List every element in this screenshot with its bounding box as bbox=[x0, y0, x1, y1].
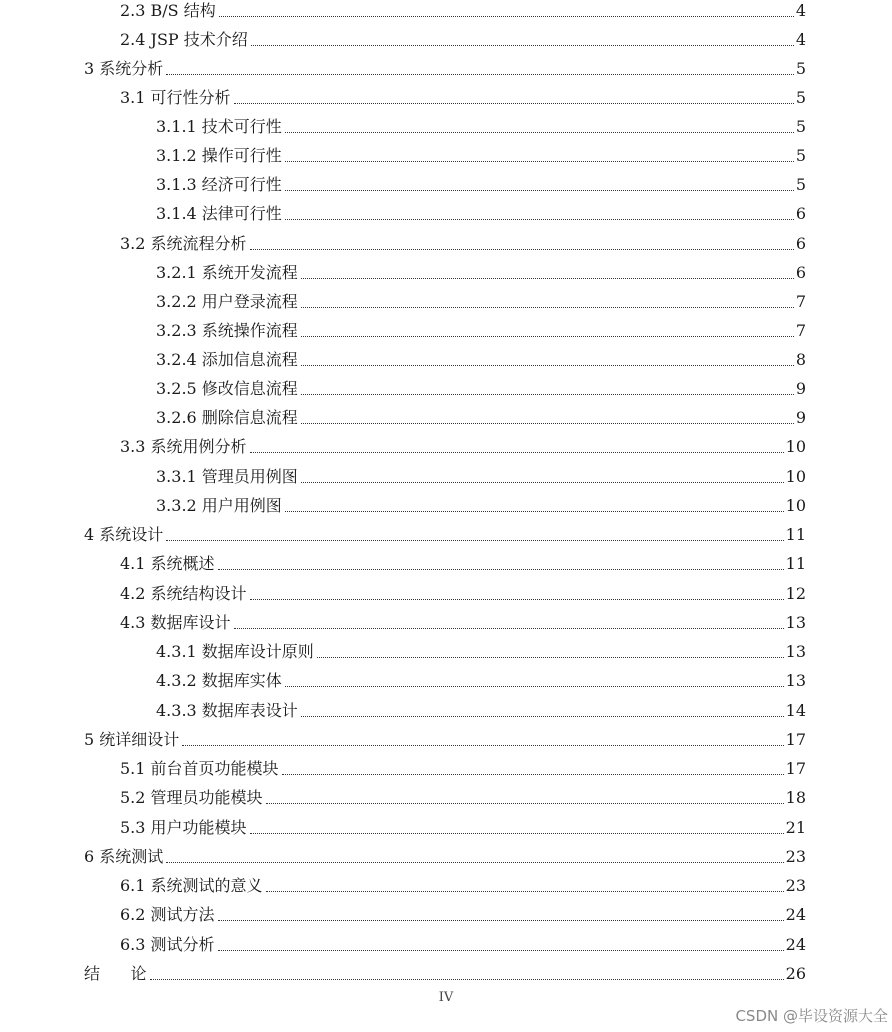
toc-leader-dots bbox=[301, 482, 784, 483]
toc-entry[interactable] bbox=[156, 669, 806, 693]
toc-leader-dots bbox=[219, 16, 794, 17]
toc-leader-dots bbox=[285, 161, 794, 162]
toc-entry-label: 4.3.3 数据库表设计 bbox=[156, 701, 298, 720]
toc-leader-dots bbox=[266, 803, 784, 804]
toc-entry[interactable] bbox=[84, 523, 806, 547]
toc-page-number: 8 bbox=[795, 350, 806, 369]
toc-entry-label: 3.2.6 删除信息流程 bbox=[156, 408, 298, 427]
toc-entry-label: 4 系统设计 bbox=[84, 525, 164, 544]
toc-entry[interactable] bbox=[156, 406, 806, 430]
toc-page-number: 26 bbox=[785, 964, 806, 983]
toc-entry[interactable] bbox=[84, 57, 806, 81]
toc-page-number: 9 bbox=[795, 408, 806, 427]
toc-leader-dots bbox=[317, 657, 784, 658]
toc-page-number: 4 bbox=[795, 30, 806, 49]
toc-page-number: 13 bbox=[785, 671, 806, 690]
toc-entry[interactable] bbox=[120, 552, 806, 576]
toc-entry-label: 3.1.2 操作可行性 bbox=[156, 146, 282, 165]
toc-entry[interactable] bbox=[156, 290, 806, 314]
toc-page-number: 6 bbox=[795, 234, 806, 253]
toc-entry[interactable] bbox=[120, 86, 806, 110]
toc-entry[interactable] bbox=[156, 144, 806, 168]
toc-page-number: 21 bbox=[785, 818, 806, 837]
toc-entry[interactable] bbox=[120, 933, 806, 957]
toc-page-number: 6 bbox=[795, 263, 806, 282]
toc-page-number: 5 bbox=[795, 59, 806, 78]
toc-entry-label: 3.2.5 修改信息流程 bbox=[156, 379, 298, 398]
toc-leader-dots bbox=[285, 132, 794, 133]
toc-entry-label: 3.1 可行性分析 bbox=[120, 88, 231, 107]
toc-leader-dots bbox=[166, 862, 783, 863]
toc-entry-label: 4.1 系统概述 bbox=[120, 554, 215, 573]
toc-entry-label: 5.3 用户功能模块 bbox=[120, 818, 247, 837]
toc-entry-label: 3.1.1 技术可行性 bbox=[156, 117, 282, 136]
toc-leader-dots bbox=[301, 336, 794, 337]
toc-entry-label: 5.2 管理员功能模块 bbox=[120, 788, 263, 807]
toc-entry-label: 3.1.4 法律可行性 bbox=[156, 204, 282, 223]
toc-leader-dots bbox=[251, 45, 794, 46]
toc-page-number: 4 bbox=[795, 1, 806, 20]
toc-entry-label: 3.3 系统用例分析 bbox=[120, 437, 247, 456]
toc-page-number: 23 bbox=[785, 847, 806, 866]
toc-leader-dots bbox=[250, 599, 784, 600]
toc-page-number: 13 bbox=[785, 642, 806, 661]
toc-entry-label: 3.2.1 系统开发流程 bbox=[156, 263, 298, 282]
toc-page-number: 12 bbox=[785, 584, 806, 603]
toc-entry-label: 5.1 前台首页功能模块 bbox=[120, 759, 279, 778]
toc-page-number: 13 bbox=[785, 613, 806, 632]
toc-entry[interactable] bbox=[120, 903, 806, 927]
toc-entry[interactable] bbox=[120, 28, 806, 52]
toc-leader-dots bbox=[282, 774, 784, 775]
toc-leader-dots bbox=[301, 394, 794, 395]
toc-leader-dots bbox=[234, 628, 784, 629]
toc-entry[interactable] bbox=[156, 261, 806, 285]
toc-page-number: 10 bbox=[785, 467, 806, 486]
toc-entry[interactable] bbox=[156, 640, 806, 664]
toc-page-number: 9 bbox=[795, 379, 806, 398]
toc-entry[interactable] bbox=[84, 845, 806, 869]
toc-page-number: 10 bbox=[785, 437, 806, 456]
toc-entry[interactable] bbox=[156, 699, 806, 723]
toc-leader-dots bbox=[301, 423, 794, 424]
toc-leader-dots bbox=[234, 103, 794, 104]
toc-entry-label: 3.2.3 系统操作流程 bbox=[156, 321, 298, 340]
toc-page-number: 10 bbox=[785, 496, 806, 515]
toc-page-number: 11 bbox=[785, 525, 806, 544]
toc-entry[interactable] bbox=[120, 816, 806, 840]
toc-entry[interactable] bbox=[84, 962, 806, 986]
toc-leader-dots bbox=[250, 833, 784, 834]
toc-entry[interactable] bbox=[120, 786, 806, 810]
page-number-footer: IV bbox=[438, 990, 454, 1005]
toc-page-number: 23 bbox=[785, 876, 806, 895]
toc-leader-dots bbox=[250, 249, 794, 250]
toc-leader-dots bbox=[182, 745, 783, 746]
toc-page-number: 5 bbox=[795, 146, 806, 165]
toc-page-number: 17 bbox=[785, 759, 806, 778]
toc-entry-label: 3.2.2 用户登录流程 bbox=[156, 292, 298, 311]
toc-leader-dots bbox=[218, 920, 784, 921]
toc-entry[interactable] bbox=[120, 0, 806, 23]
toc-entry-label: 3.2 系统流程分析 bbox=[120, 234, 247, 253]
toc-page-number: 5 bbox=[795, 88, 806, 107]
toc-leader-dots bbox=[301, 278, 794, 279]
toc-leader-dots bbox=[285, 219, 794, 220]
toc-page-number: 11 bbox=[785, 554, 806, 573]
toc-entry[interactable] bbox=[84, 728, 806, 752]
toc-leader-dots bbox=[301, 365, 794, 366]
toc-entry-label: 3.3.1 管理员用例图 bbox=[156, 467, 298, 486]
toc-entry[interactable] bbox=[156, 494, 806, 518]
toc-page-number: 17 bbox=[785, 730, 806, 749]
toc-entry-label: 6.3 测试分析 bbox=[120, 935, 215, 954]
toc-entry[interactable] bbox=[120, 582, 806, 606]
toc-entry-label: 4.3.1 数据库设计原则 bbox=[156, 642, 314, 661]
toc-leader-dots bbox=[150, 979, 784, 980]
toc-leader-dots bbox=[285, 190, 794, 191]
toc-entry-label: 3.2.4 添加信息流程 bbox=[156, 350, 298, 369]
toc-entry-label: 6 系统测试 bbox=[84, 847, 164, 866]
toc-entry-label: 2.3 B/S 结构 bbox=[120, 1, 216, 20]
toc-page-number: 5 bbox=[795, 117, 806, 136]
toc-entry[interactable] bbox=[156, 348, 806, 372]
toc-entry-label: 结 论 bbox=[84, 964, 147, 983]
toc-leader-dots bbox=[285, 511, 784, 512]
toc-leader-dots bbox=[285, 686, 784, 687]
toc-page-number: 14 bbox=[785, 701, 806, 720]
toc-leader-dots bbox=[218, 569, 784, 570]
toc-page-number: 24 bbox=[785, 935, 806, 954]
toc-page-number: 7 bbox=[795, 321, 806, 340]
toc-entry[interactable] bbox=[156, 173, 806, 197]
toc-entry-label: 3.3.2 用户用例图 bbox=[156, 496, 282, 515]
toc-leader-dots bbox=[166, 540, 783, 541]
toc-leader-dots bbox=[218, 950, 784, 951]
toc-leader-dots bbox=[250, 452, 784, 453]
toc-entry[interactable] bbox=[120, 874, 806, 898]
toc-entry-label: 5 统详细设计 bbox=[84, 730, 180, 749]
toc-page-number: 24 bbox=[785, 905, 806, 924]
toc-entry-label: 4.2 系统结构设计 bbox=[120, 584, 247, 603]
toc-entry-label: 2.4 JSP 技术介绍 bbox=[120, 30, 248, 49]
toc-leader-dots bbox=[301, 716, 784, 717]
toc-page-number: 7 bbox=[795, 292, 806, 311]
toc-entry[interactable] bbox=[156, 465, 806, 489]
toc-page-number: 5 bbox=[795, 175, 806, 194]
toc-leader-dots bbox=[301, 307, 794, 308]
toc-entry[interactable] bbox=[156, 115, 806, 139]
toc-leader-dots bbox=[166, 74, 794, 75]
toc-entry-label: 3 系统分析 bbox=[84, 59, 164, 78]
toc-entry[interactable] bbox=[120, 611, 806, 635]
toc-entry-label: 4.3.2 数据库实体 bbox=[156, 671, 282, 690]
toc-entry-label: 3.1.3 经济可行性 bbox=[156, 175, 282, 194]
toc-entry[interactable] bbox=[120, 232, 806, 256]
toc-entry-label: 6.2 测试方法 bbox=[120, 905, 215, 924]
toc-entry-label: 4.3 数据库设计 bbox=[120, 613, 231, 632]
toc-entry[interactable] bbox=[120, 757, 806, 781]
toc-page-number: 6 bbox=[795, 204, 806, 223]
toc-page-number: 18 bbox=[785, 788, 806, 807]
toc-entry[interactable] bbox=[156, 377, 806, 401]
toc-entry-label: 6.1 系统测试的意义 bbox=[120, 876, 263, 895]
toc-entry[interactable] bbox=[156, 319, 806, 343]
toc-entry[interactable] bbox=[120, 435, 806, 459]
watermark: CSDN @毕设资源大全 bbox=[735, 1007, 888, 1025]
toc-leader-dots bbox=[266, 891, 784, 892]
toc-entry[interactable] bbox=[156, 202, 806, 226]
